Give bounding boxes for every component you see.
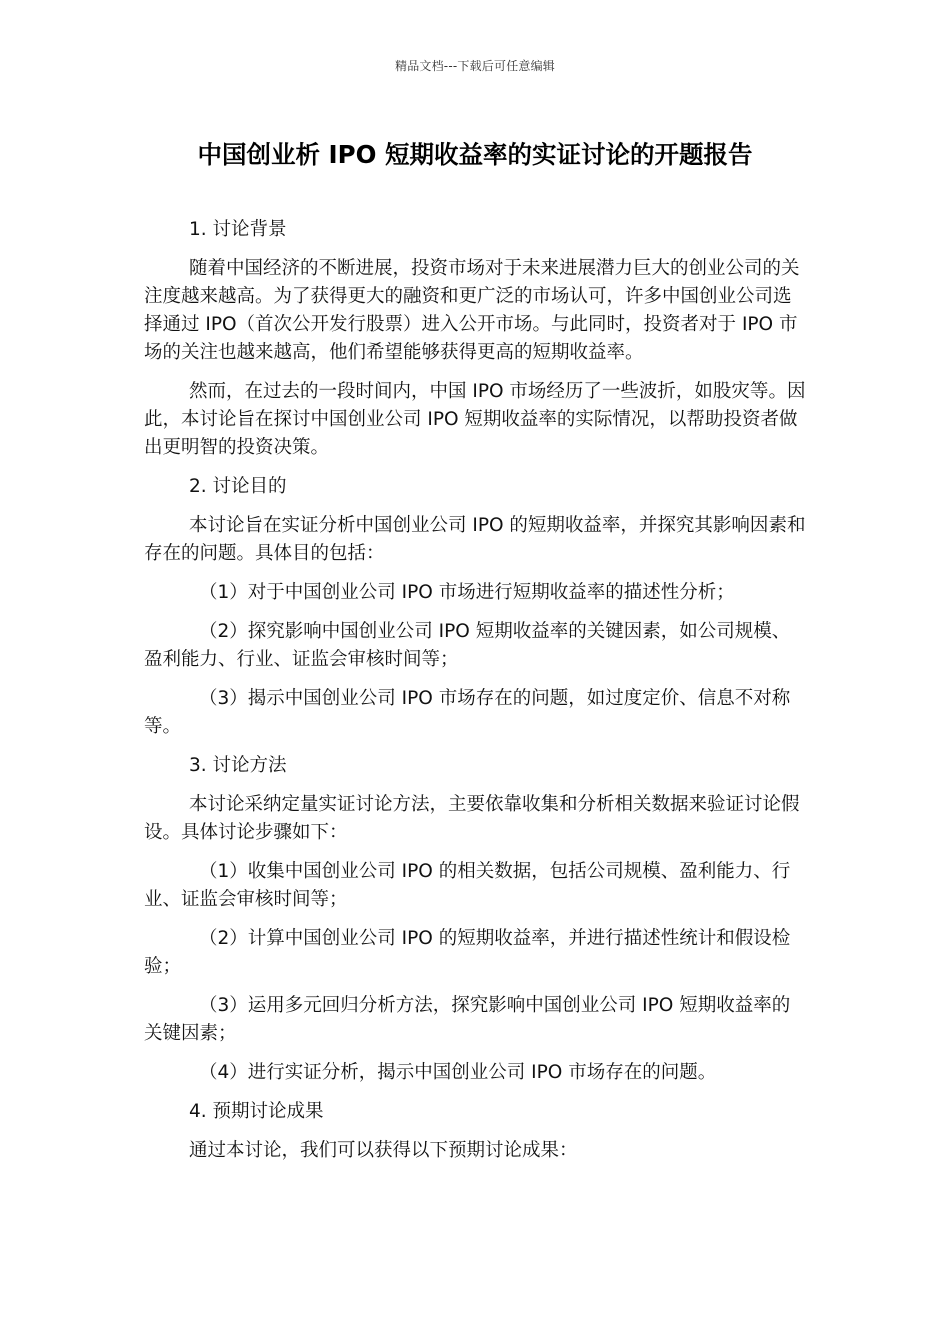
list-item-method-3: （3）运用多元回归分析方法，探究影响中国创业公司 IPO 短期收益率的关键因素； — [144, 995, 791, 1044]
document-title: 中国创业析 IPO 短期收益率的实证讨论的开题报告 — [197, 140, 753, 169]
page-header-note: 精品文档---下载后可任意编辑 — [395, 59, 555, 73]
section-heading-outcomes: 4. 预期讨论成果 — [189, 1101, 324, 1122]
list-item-method-4: （4）进行实证分析，揭示中国创业公司 IPO 市场存在的问题。 — [199, 1062, 717, 1083]
paragraph-method-intro: 本讨论采纳定量实证讨论方法，主要依靠收集和分析相关数据来验证讨论假设。具体讨论步骤如下： — [144, 794, 800, 843]
paragraph-purpose-intro: 本讨论旨在实证分析中国创业公司 IPO 的短期收益率，并探究其影响因素和存在的问题。具体目的包括： — [144, 515, 806, 564]
section-heading-method: 3. 讨论方法 — [189, 755, 287, 776]
section-heading-background: 1. 讨论背景 — [189, 219, 287, 240]
list-item-purpose-2: （2）探究影响中国创业公司 IPO 短期收益率的关键因素，如公司规模、盈利能力、行业、证监会审核时间等； — [144, 621, 791, 670]
document-body — [144, 216, 808, 1176]
list-item-method-2: （2）计算中国创业公司 IPO 的短期收益率，并进行描述性统计和假设检验； — [144, 928, 791, 977]
paragraph-background-1: 随着中国经济的不断进展，投资市场对于未来进展潜力巨大的创业公司的关注度越来越高。为了获得更大的融资和更广泛的市场认可，许多中国创业公司选择通过 IPO（首次公开发行股票）进入公开市场。与此同时，投资者对于 IPO 市场的关注也越来越高，他们希望能够获得更高的短期收益率。 — [144, 258, 800, 363]
paragraph-background-2: 然而，在过去的一段时间内，中国 IPO 市场经历了一些波折，如股灾等。因此，本讨论旨在探讨中国创业公司 IPO 短期收益率的实际情况，以帮助投资者做出更明智的投资决策。 — [144, 381, 806, 458]
list-item-method-1: （1）收集中国创业公司 IPO 的相关数据，包括公司规模、盈利能力、行业、证监会审核时间等； — [144, 861, 791, 910]
paragraph-outcomes-intro: 通过本讨论，我们可以获得以下预期讨论成果： — [189, 1140, 578, 1161]
list-item-purpose-3: （3）揭示中国创业公司 IPO 市场存在的问题，如过度定价、信息不对称等。 — [144, 688, 791, 737]
list-item-purpose-1: （1）对于中国创业公司 IPO 市场进行短期收益率的描述性分析； — [199, 582, 735, 603]
section-heading-purpose: 2. 讨论目的 — [189, 476, 287, 497]
